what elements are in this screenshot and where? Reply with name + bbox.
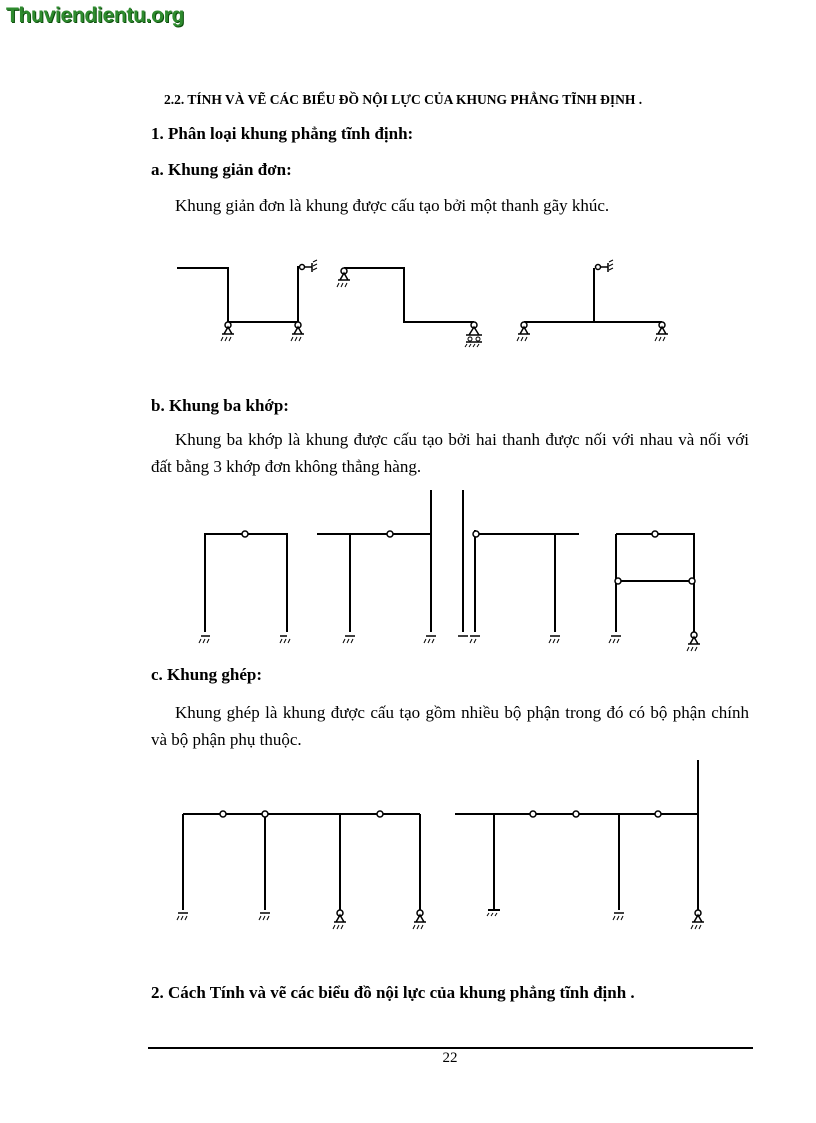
heading-calculation-method: 2. Cách Tính và vẽ các biểu đồ nội lực của khung phẳng tĩnh định . [151,983,635,1002]
page-number: 22 [442,1050,458,1066]
heading-simple-frame: a. Khung giản đơn: [151,160,292,179]
heading-composite-frame: c. Khung ghép: [151,665,262,684]
site-watermark: Thuviendientu.org [6,4,185,27]
section-title: 2.2. TÍNH VÀ VẼ CÁC BIỂU ĐỒ NỘI LỰC CỦA KHUNG PHẲNG TĨNH ĐỊNH . [164,92,643,107]
paragraph-composite-frame: Khung ghép là khung được cấu tạo gồm nhiều bộ phận trong đó có bộ phận chính và bộ phận phụ thuộc. [151,703,749,749]
heading-three-hinged-frame: b. Khung ba khớp: [151,396,289,415]
footer-divider [148,1047,753,1049]
heading-classification: 1. Phân loại khung phẳng tĩnh định: [151,124,414,143]
paragraph-three-hinged-frame: Khung ba khớp là khung được cấu tạo bởi hai thanh được nối với nhau và nối với đất bằng 3 khớp đơn không thẳng hàng. [151,430,749,476]
paragraph-simple-frame: Khung giản đơn là khung được cấu tạo bởi một thanh gãy khúc. [175,196,610,215]
